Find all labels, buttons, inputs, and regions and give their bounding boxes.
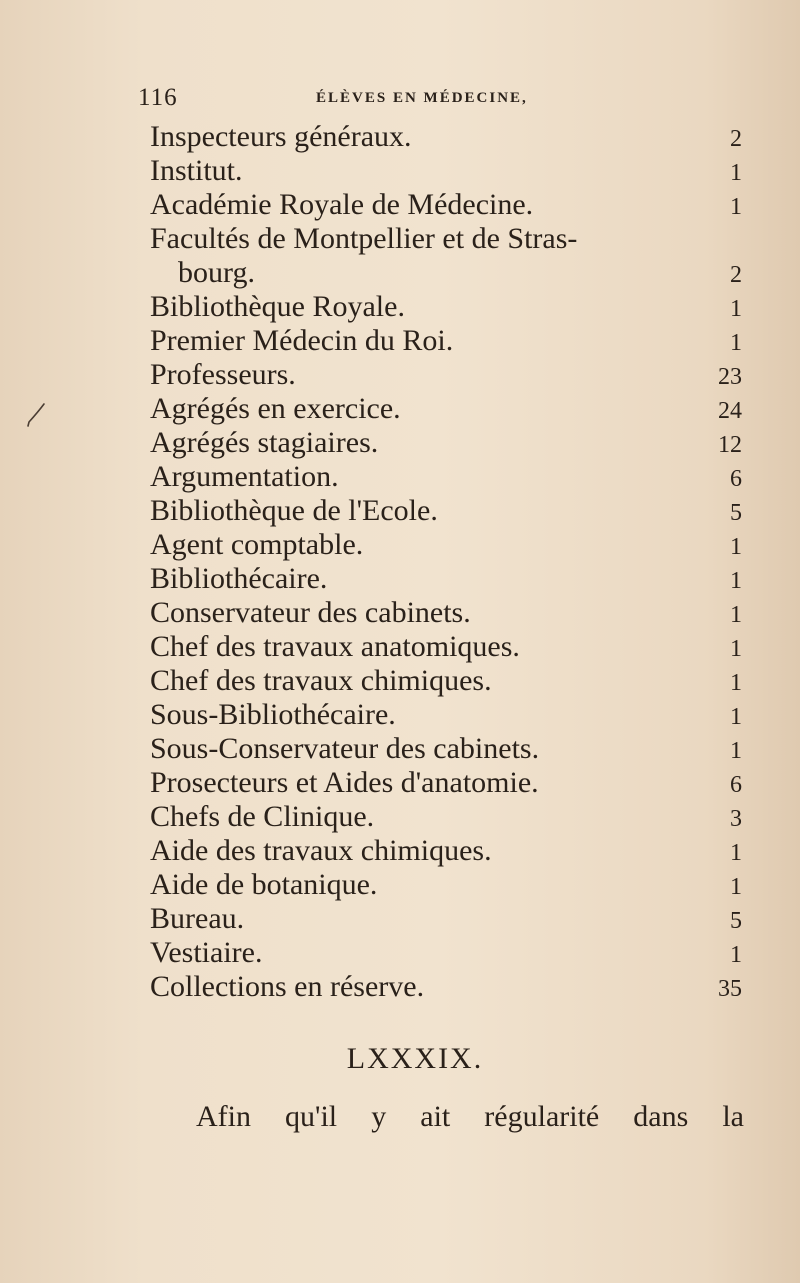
entry-count: 23 bbox=[718, 364, 742, 390]
page-number: 116 bbox=[138, 84, 178, 111]
entry-label: Institut. bbox=[150, 154, 243, 187]
entry-count: 1 bbox=[730, 670, 742, 696]
list-item bbox=[150, 528, 742, 562]
entry-label: Vestiaire. bbox=[150, 936, 263, 969]
list-item bbox=[150, 188, 742, 222]
entry-label: Bibliothèque Royale. bbox=[150, 290, 405, 323]
list-item bbox=[150, 290, 742, 324]
entry-count: 1 bbox=[730, 160, 742, 186]
list-item bbox=[150, 800, 742, 834]
entry-count: 1 bbox=[730, 330, 742, 356]
entry-label-continuation: bourg. bbox=[178, 256, 255, 289]
entry-label: Conservateur des cabinets. bbox=[150, 596, 471, 629]
entry-label: Bibliothécaire. bbox=[150, 562, 328, 595]
list-item bbox=[150, 120, 742, 154]
entry-count: 1 bbox=[730, 840, 742, 866]
entry-count: 1 bbox=[730, 874, 742, 900]
entry-count: 1 bbox=[730, 194, 742, 220]
list-item bbox=[150, 630, 742, 664]
entry-list bbox=[150, 120, 742, 1004]
entry-label: Professeurs. bbox=[150, 358, 296, 391]
entry-count: 1 bbox=[730, 738, 742, 764]
entry-count: 1 bbox=[730, 296, 742, 322]
entry-label: Facultés de Montpellier et de Stras- bbox=[150, 222, 578, 255]
entry-count: 1 bbox=[730, 568, 742, 594]
entry-label: Aide des travaux chimiques. bbox=[150, 834, 492, 867]
entry-count: 1 bbox=[730, 636, 742, 662]
entry-label: Premier Médecin du Roi. bbox=[150, 324, 454, 357]
entry-label: Agent comptable. bbox=[150, 528, 364, 561]
entry-count: 1 bbox=[730, 602, 742, 628]
entry-count: 2 bbox=[730, 126, 742, 152]
entry-label: Prosecteurs et Aides d'anatomie. bbox=[150, 766, 539, 799]
entry-label: Chef des travaux anatomiques. bbox=[150, 630, 520, 663]
list-item bbox=[150, 596, 742, 630]
list-item bbox=[150, 834, 742, 868]
entry-count: 35 bbox=[718, 976, 742, 1002]
list-item bbox=[150, 324, 742, 358]
section-number: LXXXIX. bbox=[346, 1042, 484, 1075]
list-item bbox=[150, 392, 742, 426]
list-item bbox=[150, 698, 742, 732]
body-text-line: Afin qu'il y ait régularité dans la bbox=[196, 1100, 744, 1133]
entry-label: Chef des travaux chimiques. bbox=[150, 664, 492, 697]
entry-count: 6 bbox=[730, 466, 742, 492]
list-item bbox=[150, 936, 742, 970]
entry-count: 5 bbox=[730, 908, 742, 934]
page-header bbox=[138, 84, 598, 114]
list-item bbox=[150, 494, 742, 528]
entry-count: 3 bbox=[730, 806, 742, 832]
entry-count: 1 bbox=[730, 942, 742, 968]
entry-count: 1 bbox=[730, 704, 742, 730]
entry-label: Inspecteurs généraux. bbox=[150, 120, 412, 153]
list-item bbox=[150, 970, 742, 1004]
list-item bbox=[150, 460, 742, 494]
list-item bbox=[150, 868, 742, 902]
running-head: ÉLÈVES EN MÉDECINE, bbox=[316, 90, 528, 106]
list-item bbox=[150, 154, 742, 188]
entry-label: Sous-Conservateur des cabinets. bbox=[150, 732, 540, 765]
entry-label: Collections en réserve. bbox=[150, 970, 425, 1003]
entry-label: Argumentation. bbox=[150, 460, 339, 493]
pencil-mark-icon bbox=[26, 402, 46, 428]
list-item bbox=[150, 664, 742, 698]
list-item bbox=[150, 902, 742, 936]
entry-label: Sous-Bibliothécaire. bbox=[150, 698, 396, 731]
entry-count: 5 bbox=[730, 500, 742, 526]
list-item bbox=[150, 358, 742, 392]
list-item bbox=[150, 426, 742, 460]
entry-label: Chefs de Clinique. bbox=[150, 800, 375, 833]
list-item bbox=[150, 732, 742, 766]
entry-count: 6 bbox=[730, 772, 742, 798]
entry-label: Agrégés en exercice. bbox=[150, 392, 401, 425]
entry-label: Agrégés stagiaires. bbox=[150, 426, 379, 459]
entry-label: Bureau. bbox=[150, 902, 245, 935]
entry-label: Académie Royale de Médecine. bbox=[150, 188, 534, 221]
entry-label: Bibliothèque de l'Ecole. bbox=[150, 494, 438, 527]
list-item bbox=[150, 766, 742, 800]
entry-count: 1 bbox=[730, 534, 742, 560]
entry-count: 24 bbox=[718, 398, 742, 424]
entry-count: 2 bbox=[730, 262, 742, 288]
list-item bbox=[150, 562, 742, 596]
entry-count: 12 bbox=[718, 432, 742, 458]
list-item bbox=[150, 222, 742, 290]
entry-label: Aide de botanique. bbox=[150, 868, 378, 901]
